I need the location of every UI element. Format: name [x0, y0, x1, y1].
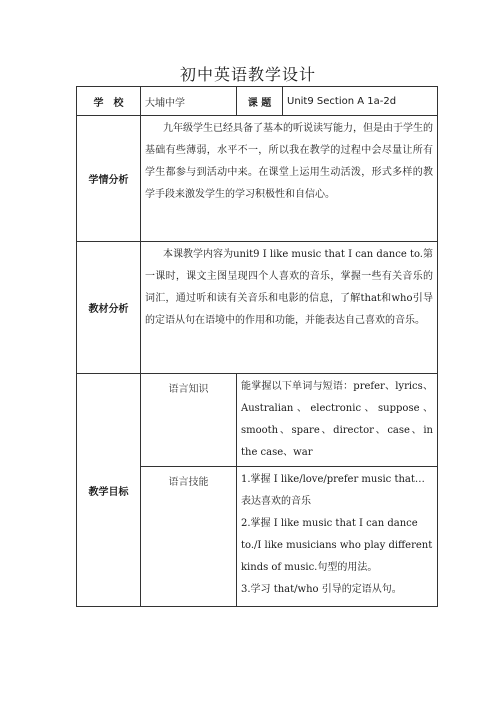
skills-list — [237, 467, 438, 607]
material-label: 教材分析 — [77, 242, 141, 374]
analysis-row — [77, 116, 438, 242]
analysis-text-content: 九年级学生已经具备了基本的听说读写能力，但是由于学生的基础有些薄弱，水平不一，所以我在教学的过程中会尽量让所有学生都参与到活动中来。在课堂上运用生动活泼，形式多样的教学手段来激发学生的学习积极性和自信心。 — [145, 123, 433, 200]
school-label: 学 校 — [77, 87, 141, 116]
school-value: 大埔中学 — [141, 87, 237, 116]
knowledge-text: 能掌握以下单词与短语：prefer、lyrics、Australian、electronic、suppose、smooth、spare、director、case、in the case、war — [237, 374, 438, 467]
material-text-content: 本课教学内容为unit9 I like music that I can dance to.第一课时，课文主图呈现四个人喜欢的音乐，掌握一些有关音乐的词汇，通过听和读有关音乐和电影的信息，了解that和who引导的定语从句在语境中的作用和功能，并能表达自己喜欢的音乐。 — [145, 249, 433, 326]
analysis-label: 学情分析 — [77, 116, 141, 242]
skills-item: 2.掌握 I like music that I can dance to./I like musicians who play different kinds of music.句型的用法。 — [241, 518, 433, 573]
skills-item: 1.掌握 I like/love/prefer music that…表达喜欢的音乐 — [241, 474, 425, 507]
skills-label: 语言技能 — [141, 467, 237, 607]
page-title: 初中英语教学设计 — [179, 65, 316, 84]
skills-item: 3.学习 that/who 引导的定语从句。 — [241, 584, 402, 595]
knowledge-row — [77, 374, 438, 467]
knowledge-label: 语言知识 — [141, 374, 237, 467]
material-row — [77, 242, 438, 374]
goals-label: 教学目标 — [77, 374, 141, 607]
topic-label: 课 题 — [237, 87, 283, 116]
lesson-plan-table — [76, 86, 438, 607]
material-text — [141, 242, 438, 374]
header-row — [77, 87, 438, 116]
topic-value: Unit9 Section A 1a-2d — [283, 87, 438, 116]
analysis-text — [141, 116, 438, 242]
